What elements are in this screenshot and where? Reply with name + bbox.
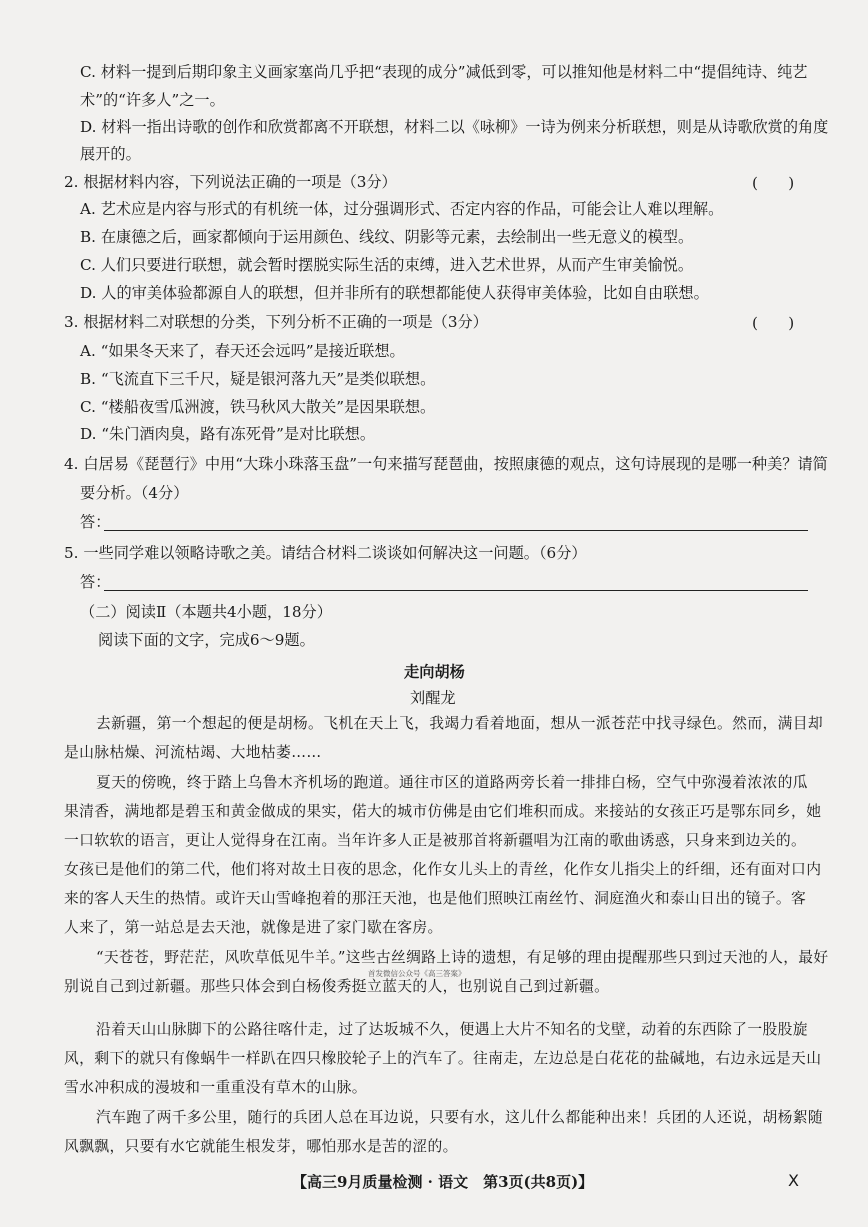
q2-option-b: B. 在康德之后，画家都倾向于运用颜色、线纹、阴影等元素，去绘制出一些无意义的模型。	[80, 228, 694, 246]
article-p1-line2: 是山脉枯燥、河流枯竭、大地枯萎……	[64, 744, 322, 761]
article-p2-line4: 女孩已是他们的第二代，他们将对故土日夜的思念，化作女儿头上的青丝，化作女儿指尖上的纤细，还有面对口内	[64, 861, 822, 878]
q1-option-d-line1: D. 材料一指出诗歌的创作和欣赏都离不开联想，材料二以《咏柳》一诗为例来分析联想，则是从诗歌欣赏的角度	[80, 118, 829, 136]
q3-option-d: D. “朱门酒肉臭，路有冻死骨”是对比联想。	[80, 425, 376, 443]
q3-answer-paren: ( )	[752, 314, 795, 332]
article-title: 走向胡杨	[404, 663, 465, 681]
q2-option-a: A. 艺术应是内容与形式的有机统一体，过分强调形式、否定内容的作品，可能会让人难以理解。	[80, 200, 724, 218]
article-p2-line6: 人来了，第一站总是去天池，就像是进了家门歇在客房。	[64, 919, 443, 936]
q5-answer-line[interactable]	[104, 590, 808, 591]
article-p2-line5: 来的客人天生的热情。或许天山雪峰抱着的那汪天池，也是他们照映江南丝竹、洞庭渔火和泰山日出的镜子。客	[64, 890, 807, 907]
footer-mark: X	[788, 1171, 799, 1190]
section-instruction: 阅读下面的文字，完成6～9题。	[98, 631, 315, 649]
article-p4-line3: 雪水冲积成的漫坡和一重重没有草木的山脉。	[64, 1079, 367, 1096]
q3-option-c: C. “楼船夜雪瓜洲渡，铁马秋风大散关”是因果联想。	[80, 398, 436, 416]
q1-option-d-line2: 展开的。	[80, 145, 141, 163]
article-p4-line1: 沿着天山山脉脚下的公路往喀什走，过了达坂城不久，便遇上大片不知名的戈壁，动着的东西除了一股股旋	[96, 1021, 808, 1038]
article-p5-line1: 汽车跑了两千多公里，随行的兵团人总在耳边说，只要有水，这儿什么都能种出来！兵团的人还说，胡杨絮随	[96, 1109, 824, 1126]
article-author: 刘醒龙	[410, 689, 456, 707]
article-p2-line2: 果清香，满地都是碧玉和黄金做成的果实，偌大的城市仿佛是由它们堆积而成。来接站的女孩正巧是鄂东同乡，她	[64, 803, 822, 820]
q5-stem: 5. 一些同学难以领略诗歌之美。请结合材料二谈谈如何解决这一问题。（6分）	[64, 544, 587, 562]
section-heading: （二）阅读Ⅱ（本题共4小题，18分）	[80, 603, 332, 621]
q4-stem-line1: 4. 白居易《琵琶行》中用“大珠小珠落玉盘”一句来描写琵琶曲，按照康德的观点，这句诗展现的是哪一种美？请简	[64, 455, 828, 473]
article-p3-line1: “天苍苍，野茫茫，风吹草低见牛羊。”这些古丝绸路上诗的遗想，有足够的理由提醒那些只到过天池的人，最好	[96, 949, 829, 966]
q2-stem: 2. 根据材料内容，下列说法正确的一项是（3分）	[64, 173, 397, 191]
article-p2-line1: 夏天的傍晚，终于踏上乌鲁木齐机场的跑道。通往市区的道路两旁长着一排排白杨，空气中弥漫着浓浓的瓜	[96, 774, 808, 791]
q3-option-a: A. “如果冬天来了，春天还会远吗”是接近联想。	[80, 342, 405, 360]
q1-option-c-line1: C. 材料一提到后期印象主义画家塞尚几乎把“表现的成分”减低到零，可以推知他是材料二中“提倡纯诗、纯艺	[80, 63, 808, 81]
q2-answer-paren: ( )	[752, 174, 795, 192]
article-p1-line1: 去新疆，第一个想起的便是胡杨。飞机在天上飞，我竭力看着地面，想从一派苍茫中找寻绿色。然而，满目却	[96, 715, 824, 732]
q5-answer-label: 答：	[80, 573, 111, 591]
article-p5-line2: 风飘飘，只要有水它就能生根发芽，哪怕那水是苦的涩的。	[64, 1138, 458, 1155]
q4-answer-line[interactable]	[104, 530, 808, 531]
q4-answer-label: 答：	[80, 513, 111, 531]
q4-stem-line2: 要分析。（4分）	[80, 484, 189, 502]
page-footer: 【高三9月质量检测 · 语文 第3页(共8页)】	[292, 1173, 594, 1191]
article-p4-line2: 风，剩下的就只有像蜗牛一样趴在四只橡胶轮子上的汽车了。往南走，左边总是白花花的盐碱地，右边永远是天山	[64, 1050, 822, 1067]
q3-option-b: B. “飞流直下三千尺，疑是银河落九天”是类似联想。	[80, 370, 436, 388]
q3-stem: 3. 根据材料二对联想的分类，下列分析不正确的一项是（3分）	[64, 313, 488, 331]
q2-option-c: C. 人们只要进行联想，就会暂时摆脱实际生活的束缚，进入艺术世界，从而产生审美愉悦。	[80, 256, 694, 274]
q2-option-d: D. 人的审美体验都源自人的联想，但并非所有的联想都能使人获得审美体验，比如自由联想。	[80, 284, 709, 302]
article-p2-line3: 一口软软的语言，更让人觉得身在江南。当年许多人正是被那首将新疆唱为江南的歌曲诱惑，只身来到边关的。	[64, 832, 807, 849]
q1-option-c-line2: 术”的“许多人”之一。	[80, 91, 225, 109]
watermark-text: 首发微信公众号《高三答案》	[368, 969, 466, 978]
article-p3-line2: 别说自己到过新疆。那些只体会到白杨俊秀挺立蓝天的人，也别说自己到过新疆。	[64, 978, 610, 995]
